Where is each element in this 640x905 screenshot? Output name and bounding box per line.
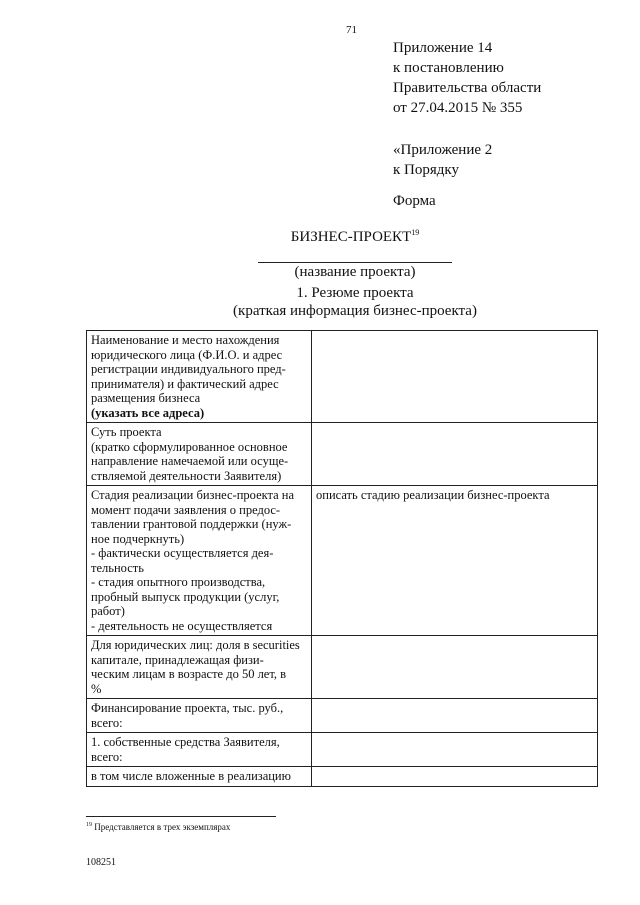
label-line: Суть проекта (91, 425, 162, 439)
project-summary-table (86, 330, 598, 787)
row-value (312, 733, 598, 767)
row-label (87, 767, 312, 787)
footnote-divider (86, 816, 276, 817)
label-line: пробный выпуск продукции (услуг, (91, 589, 280, 604)
label-line: Наименование и место нахождения (91, 333, 280, 347)
table-row (87, 331, 598, 423)
section-title: 1. Резюме проекта (296, 285, 414, 301)
label-line: тавлении грантовой поддержки (нуж- (91, 517, 292, 531)
row-value (312, 636, 598, 699)
appendix-line: Приложение 14 (393, 40, 493, 56)
table-row (87, 767, 598, 787)
row-label (87, 331, 312, 423)
row-label (87, 486, 312, 636)
row-value (312, 423, 598, 486)
table-row (87, 636, 598, 699)
label-line: (кратко сформулированное основное (91, 439, 288, 454)
table-row (87, 733, 598, 767)
label-line: % (91, 681, 102, 696)
footnote-text: Представляется в трех экземплярах (94, 822, 231, 832)
row-value (312, 767, 598, 787)
row-value (312, 331, 598, 423)
label-line: юридического лица (Ф.И.О. и адрес (91, 347, 283, 362)
title-text: БИЗНЕС-ПРОЕКТ (290, 229, 412, 245)
form-label: Форма (393, 193, 436, 209)
label-line: тельность (91, 560, 144, 575)
footnote (86, 822, 230, 832)
row-value (312, 699, 598, 733)
label-line: момент подачи заявления о предос- (91, 502, 281, 517)
label-line: - стадия опытного производства, (91, 575, 266, 589)
label-line: регистрации индивидуального пред- (91, 362, 286, 376)
page-number: 71 (346, 24, 357, 36)
label-line: работ) (91, 604, 125, 618)
section-subtitle: (краткая информация бизнес-проекта) (233, 303, 477, 319)
label-line: Для юридических лиц: доля в securities (91, 638, 300, 652)
row-label (87, 423, 312, 486)
label-line: Финансирование проекта, тыс. руб., (91, 701, 284, 715)
appendix-line: к постановлению (393, 60, 504, 76)
appendix-2-line: «Приложение 2 (393, 142, 493, 158)
document-code: 108251 (86, 857, 116, 868)
appendix-2-reference (393, 140, 492, 180)
label-line: - деятельность не осуществляется (91, 618, 273, 633)
row-label (87, 699, 312, 733)
label-line: в том числе вложенные в реализацию (91, 769, 291, 783)
document-title (0, 228, 640, 246)
label-line: направление намечаемой или осуще- (91, 454, 289, 468)
label-line: всего: (91, 715, 123, 730)
label-line: - фактически осуществляется дея- (91, 546, 274, 560)
label-line-bold: (указать все адреса) (91, 405, 205, 420)
label-line: ствляемой деятельности Заявителя) (91, 468, 282, 483)
project-name-caption: (название проекта) (294, 264, 416, 280)
label-line: Стадия реализации бизнес-проекта на (91, 488, 295, 502)
appendix-reference (393, 38, 541, 118)
label-line: ческим лицам в возрасте до 50 лет, в (91, 667, 287, 681)
table-row (87, 423, 598, 486)
table-row (87, 486, 598, 636)
appendix-2-line: к Порядку (393, 162, 459, 178)
label-line: ное подчеркнуть) (91, 531, 185, 546)
table-row (87, 699, 598, 733)
row-value: описать стадию реализации бизнес-проекта (312, 486, 598, 636)
project-name-line (258, 262, 452, 263)
label-line: всего: (91, 749, 123, 764)
footnote-mark: 19 (86, 822, 92, 828)
label-line: 1. собственные средства Заявителя, (91, 735, 280, 749)
title-footnote-mark: 19 (411, 228, 420, 237)
label-line: капитале, принадлежащая физи- (91, 652, 264, 667)
label-line: размещения бизнеса (91, 391, 201, 405)
row-label (87, 636, 312, 699)
label-line: принимателя) и фактический адрес (91, 376, 279, 391)
appendix-line: Правительства области (393, 80, 542, 96)
row-label (87, 733, 312, 767)
appendix-line: от 27.04.2015 № 355 (393, 100, 523, 116)
